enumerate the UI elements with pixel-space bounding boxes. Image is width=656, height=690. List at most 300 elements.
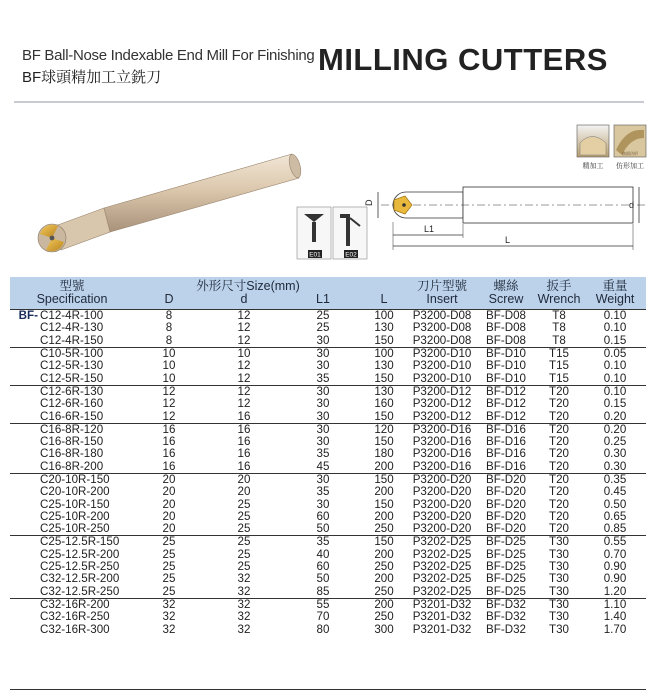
cell-l: 130 [374,359,394,373]
cell-d: 12 [204,310,284,323]
cell-d: 16 [237,409,251,423]
cell-l: 250 [374,610,394,624]
header-D: D [134,293,204,310]
cell-d: 16 [162,447,176,461]
cell-insert: P3200-D10 [412,359,472,373]
code-value: C16-8R-180 [40,447,104,461]
cell-l1: 30 [316,435,330,449]
cell-l: 100 [362,310,406,323]
cell-weight: 0.15 [603,333,627,347]
cell-insert: P3200-D08 [406,310,478,323]
cell-insert: P3201-D32 [406,598,478,611]
cell-l: 250 [374,560,394,574]
header-spec-zh: 型號 [10,277,134,293]
cell-code [10,410,134,423]
cell-wrench: T20 [549,409,570,423]
table-row [10,398,646,410]
cell-insert: P3200-D12 [412,397,472,411]
cell-wrench: T20 [549,447,570,461]
cell-d: 16 [162,459,176,473]
cell-l1: 30 [316,359,330,373]
cell-weight: 1.40 [603,610,627,624]
cell-insert: P3202-D25 [412,547,472,561]
cell-l1: 25 [316,321,330,335]
cell-d: 8 [165,333,173,347]
cell-code [10,623,134,635]
table-row [10,523,646,536]
cell-screw: BF-D20 [486,509,526,523]
cell-weight: 0.25 [603,435,627,449]
header-L: L [362,293,406,310]
cell-screw: BF-D16 [486,435,526,449]
code-value: C20-10R-150 [40,473,110,486]
cell-insert: P3200-D20 [412,485,472,499]
cell-l1: 25 [284,310,362,323]
svg-text:曲面仿形: 曲面仿形 [622,151,638,156]
cell-code [10,586,134,599]
cell-d: 16 [162,435,176,449]
cell-insert: P3200-D16 [406,423,478,436]
cell-d: 25 [134,536,204,549]
header-screw-zh: 螺絲 [478,277,534,293]
header-wrench-zh: 扳手 [534,277,584,293]
table-row [10,322,646,334]
cell-l1: 30 [284,347,362,360]
cell-screw: BF-D20 [486,485,526,499]
cell-l1: 30 [316,397,330,411]
code-value: C12-4R-150 [40,333,104,347]
cell-screw: BF-D32 [486,610,526,624]
cell-d: 12 [237,397,251,411]
cell-d: 20 [162,509,176,523]
cell-l: 150 [374,333,394,347]
cell-d: 32 [134,598,204,611]
table-row [10,360,646,372]
cell-l1: 70 [316,610,330,624]
cell-d: 12 [237,321,251,335]
code-value: C32-12.5R-200 [40,572,120,586]
cell-insert: P3200-D08 [412,321,472,335]
cell-insert: P3202-D25 [412,572,472,586]
code-value: C25-12.5R-200 [40,547,120,561]
header-weight-zh: 重量 [584,277,646,293]
title-zh: BF球頭精加工立銑刀 [22,69,162,86]
cell-insert: P3200-D12 [406,385,478,398]
cell-weight: 0.05 [584,347,646,360]
cell-d: 12 [237,371,251,385]
cell-l1: 50 [316,572,330,586]
cell-weight: 0.10 [584,310,646,323]
dim-L: L [505,235,511,245]
table-row [10,372,646,385]
screw-illustration [297,207,331,259]
code-value: C32-16R-200 [40,597,110,611]
cell-screw: BF-D20 [486,522,526,536]
cell-l: 200 [362,598,406,611]
cell-weight: 0.20 [584,423,646,436]
cell-screw: BF-D20 [486,497,526,511]
code-value: C12-4R-130 [40,321,104,335]
cell-weight: 0.30 [603,459,627,473]
dim-d: d [629,200,635,210]
cell-l: 200 [374,572,394,586]
cell-d: 16 [204,423,284,436]
cell-d: 12 [134,385,204,398]
code-value: C10-5R-100 [40,347,104,361]
cell-code [10,611,134,623]
svg-text:E02: E02 [345,251,357,259]
dim-D: D [364,199,374,206]
cell-weight: 0.70 [603,547,627,561]
cell-l: 100 [362,347,406,360]
cell-code [10,573,134,585]
cell-weight: 0.20 [603,409,627,423]
header-screw-en: Screw [478,293,534,310]
cell-d: 32 [162,610,176,624]
cell-l: 250 [374,584,394,598]
code-prefix: BF- [18,309,38,323]
technical-drawing [378,187,646,250]
cell-l1: 80 [316,622,330,636]
cell-weight: 0.10 [603,359,627,373]
cell-screw: BF-D12 [486,397,526,411]
cell-insert: P3202-D25 [412,560,472,574]
cell-d: 16 [237,447,251,461]
table-row [10,347,646,360]
cell-l: 150 [362,473,406,486]
table-row [10,461,646,474]
cell-d: 12 [237,333,251,347]
cell-weight: 0.90 [603,560,627,574]
cell-l: 250 [374,522,394,536]
table-row [10,598,646,611]
cell-screw: BF-D25 [478,536,534,549]
table-row [10,623,646,635]
cell-code [10,486,134,498]
cell-wrench: T30 [534,536,584,549]
cell-code [10,372,134,385]
cell-insert: P3200-D08 [412,333,472,347]
cell-l1: 30 [284,473,362,486]
cell-insert: P3200-D20 [412,497,472,511]
cell-l: 200 [374,547,394,561]
cell-l1: 45 [316,459,330,473]
cell-screw: BF-D25 [486,560,526,574]
cell-l1: 35 [284,536,362,549]
cell-code [10,398,134,410]
cell-d: 12 [237,359,251,373]
dim-L1: L1 [424,224,435,234]
cell-insert: P3201-D32 [412,610,472,624]
table-row [10,436,646,448]
code-value: C25-10R-200 [40,509,110,523]
table-row [10,423,646,436]
table-row [10,536,646,549]
cell-d: 10 [134,347,204,360]
cell-code [10,523,134,536]
cell-wrench: T15 [549,371,570,385]
cell-screw: BF-D25 [486,584,526,598]
cell-code [10,549,134,561]
cell-l1: 35 [316,447,330,461]
cell-insert: P3201-D32 [412,622,472,636]
cell-wrench: T15 [549,359,570,373]
cell-wrench: T20 [549,485,570,499]
cell-d: 20 [204,473,284,486]
code-value: C16-6R-150 [40,409,104,423]
cell-weight: 0.65 [603,509,627,523]
cell-code [10,436,134,448]
cell-wrench: T30 [549,584,570,598]
cell-code [10,511,134,523]
cell-l1: 50 [316,522,330,536]
cell-weight: 0.35 [584,473,646,486]
product-illustration [0,110,656,275]
table-row [10,448,646,460]
table-row [10,385,646,398]
title-en: BF Ball-Nose Indexable End Mill For Finishing [22,47,315,64]
cell-wrench: T20 [549,435,570,449]
cell-wrench: T30 [549,560,570,574]
cell-d: 16 [134,423,204,436]
cell-wrench: T30 [549,622,570,636]
cell-screw: BF-D10 [486,371,526,385]
cell-insert: P3200-D10 [406,347,478,360]
cell-l1: 30 [316,409,330,423]
spec-table [10,277,646,636]
cell-wrench: T30 [549,547,570,561]
code-value: C25-12.5R-150 [40,535,120,549]
header-d: d [204,293,284,310]
cell-insert: P3200-D10 [412,371,472,385]
cell-d: 12 [204,385,284,398]
finishing-label: 精加工 [582,162,604,170]
cell-wrench: T15 [534,347,584,360]
header-wrench-en: Wrench [534,293,584,310]
cell-wrench: T20 [534,473,584,486]
cell-d: 10 [204,347,284,360]
code-value: C25-10R-250 [40,522,110,536]
cell-insert: P3200-D16 [412,447,472,461]
cell-l: 130 [374,321,394,335]
cell-code [10,598,134,611]
cell-d: 12 [162,397,176,411]
cell-weight: 0.15 [603,397,627,411]
cell-insert: P3200-D20 [406,473,478,486]
cell-wrench: T20 [549,509,570,523]
cell-d: 32 [237,610,251,624]
cell-weight: 0.30 [603,447,627,461]
cell-d: 32 [237,584,251,598]
cell-code [10,347,134,360]
cell-weight: 0.45 [603,485,627,499]
cell-code [10,448,134,460]
cell-d: 20 [162,522,176,536]
cell-weight: 0.50 [603,497,627,511]
cell-d: 32 [237,622,251,636]
cell-d: 25 [162,547,176,561]
cell-wrench: T20 [549,397,570,411]
cell-d: 10 [162,359,176,373]
cell-code [10,536,134,549]
cell-d: 32 [204,598,284,611]
cell-code [10,423,134,436]
cell-d: 25 [237,547,251,561]
table-row [10,410,646,423]
cell-d: 25 [237,522,251,536]
cell-l: 150 [374,409,394,423]
cell-wrench: T30 [534,598,584,611]
table-row [10,561,646,573]
cell-code [10,310,134,323]
cell-l1: 35 [316,485,330,499]
cell-screw: BF-D12 [478,385,534,398]
cell-l: 200 [374,485,394,499]
wrench-illustration [333,207,367,259]
cell-wrench: T20 [549,459,570,473]
cell-code [10,561,134,573]
cell-d: 16 [237,435,251,449]
svg-text:E01: E01 [309,251,321,259]
cell-d: 16 [237,459,251,473]
cell-d: 20 [162,485,176,499]
end-mill-photo [38,153,303,252]
cell-d: 32 [162,622,176,636]
cell-wrench: T30 [549,572,570,586]
cell-l: 200 [374,459,394,473]
cell-screw: BF-D08 [478,310,534,323]
cell-insert: P3202-D25 [406,536,478,549]
header-weight-en: Weight [584,293,646,310]
cell-l: 120 [362,423,406,436]
cell-screw: BF-D16 [486,447,526,461]
cell-l: 180 [374,447,394,461]
category-title: MILLING CUTTERS [318,42,608,77]
cell-l: 200 [374,509,394,523]
cell-wrench: T8 [552,333,566,347]
cell-weight: 0.55 [584,536,646,549]
cell-d: 25 [237,509,251,523]
cell-screw: BF-D25 [486,547,526,561]
table-row [10,498,646,510]
code-value: C20-10R-200 [40,485,110,499]
cell-wrench: T8 [552,321,566,335]
cell-l1: 30 [316,333,330,347]
table-row [10,611,646,623]
cell-l1: 60 [316,509,330,523]
cell-weight: 1.10 [584,598,646,611]
cell-wrench: T20 [534,423,584,436]
table-row [10,473,646,486]
cell-l: 150 [362,536,406,549]
cell-d: 32 [237,572,251,586]
table-row [10,486,646,498]
code-value: C25-12.5R-250 [40,560,120,574]
code-value: C16-8R-200 [40,459,104,473]
code-value: C32-12.5R-250 [40,584,120,598]
table-row [10,511,646,523]
cell-code [10,385,134,398]
cell-insert: P3200-D20 [412,522,472,536]
code-value: C12-4R-100 [40,309,104,323]
cell-d: 12 [162,409,176,423]
cell-d: 25 [204,536,284,549]
cell-code [10,322,134,334]
cell-insert: P3202-D25 [412,584,472,598]
cell-l1: 30 [284,385,362,398]
spec-table-body [10,310,646,636]
cell-l1: 85 [316,584,330,598]
cell-wrench: T20 [549,522,570,536]
table-row [10,586,646,599]
cell-l1: 40 [316,547,330,561]
cell-insert: P3200-D16 [412,435,472,449]
cell-code [10,473,134,486]
profiling-icon [614,125,646,157]
table-row [10,549,646,561]
cell-d: 25 [237,497,251,511]
cell-wrench: T20 [549,497,570,511]
code-value: C12-5R-150 [40,371,104,385]
cell-screw: BF-D10 [478,347,534,360]
cell-screw: BF-D32 [486,622,526,636]
code-value: C12-6R-160 [40,397,104,411]
cell-l1: 30 [284,423,362,436]
cell-d: 8 [165,321,173,335]
cell-l: 150 [374,435,394,449]
cell-weight: 0.90 [603,572,627,586]
cell-wrench: T20 [534,385,584,398]
header-spec-en: Specification [10,293,134,310]
cell-screw: BF-D25 [486,572,526,586]
header-size-group: 外形尺寸Size(mm) [134,277,406,293]
cell-insert: P3200-D16 [412,459,472,473]
cell-weight: 0.10 [584,385,646,398]
table-row [10,335,646,348]
cell-d: 20 [134,473,204,486]
cell-l1: 30 [316,497,330,511]
cell-d: 20 [237,485,251,499]
cell-code [10,498,134,510]
cell-l1: 60 [316,560,330,574]
cell-l: 150 [374,371,394,385]
code-value: C16-8R-120 [40,422,104,436]
table-row [10,310,646,323]
cell-d: 25 [162,572,176,586]
cell-l: 150 [374,497,394,511]
cell-l: 300 [374,622,394,636]
cell-weight: 1.20 [603,584,627,598]
cell-screw: BF-D08 [486,333,526,347]
cell-weight: 1.70 [603,622,627,636]
cell-l: 160 [374,397,394,411]
cell-insert: P3200-D20 [412,509,472,523]
cell-d: 20 [162,497,176,511]
cell-d: 8 [134,310,204,323]
cell-code [10,360,134,372]
cell-code [10,461,134,474]
cell-screw: BF-D10 [486,359,526,373]
cell-d: 25 [162,584,176,598]
cell-weight: 0.10 [603,371,627,385]
cell-screw: BF-D08 [486,321,526,335]
header-insert-zh: 刀片型號 [406,277,478,293]
cell-d: 25 [162,560,176,574]
code-value: C16-8R-150 [40,435,104,449]
code-value: C32-16R-300 [40,622,110,636]
code-value: C32-16R-250 [40,610,110,624]
header-L1: L1 [284,293,362,310]
